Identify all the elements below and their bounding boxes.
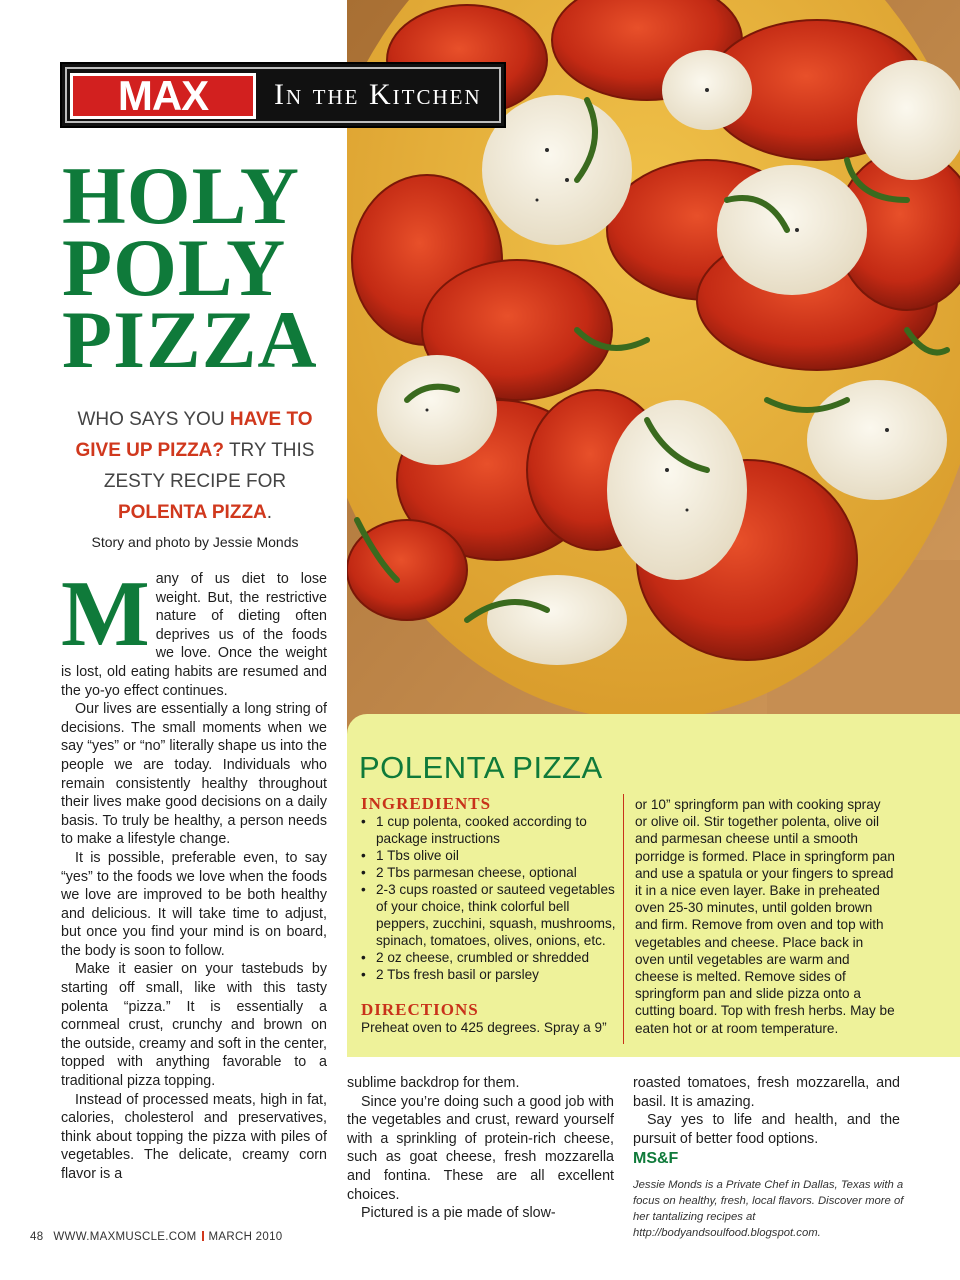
article-paragraph: It is possible, preferable even, to say “yes” to the foods we love when the foods we love are improved to be both healthy and delicious. It will take time to adjust, but once you find your mind is on board, the body is soon to follow. <box>61 849 327 959</box>
article-paragraph: Say yes to life and health, and the pursuit of better food options. <box>633 1112 900 1147</box>
page-footer <box>30 1231 282 1243</box>
article-paragraph: roasted tomatoes, fresh mozzarella, and basil. It is amazing. <box>633 1075 900 1110</box>
deck-highlight: HAVE TO GIVE UP PIZZA? <box>75 409 313 461</box>
byline: Story and photo by Jessie Monds <box>91 534 299 550</box>
deck-text: TRY THIS ZESTY RECIPE FOR <box>103 440 315 492</box>
article-column-2 <box>347 1074 614 1223</box>
recipe-title: POLENTA PIZZA <box>359 750 603 785</box>
signoff-logo: MS&F <box>633 1150 679 1168</box>
directions-text-continued: or 10” springform pan with cooking spray or olive oil. Stir together polenta, olive oil and parmesan cheese until a smooth porridge is formed. Place in springform pan and use a spatula or your fingers to spread it in a nice even layer. Bake in preheated oven 25-30 minutes, until golden brown and firm. Remove from oven and top with vegetables and cheese. Place back in oven until vegetables are warm and cheese is melted. Remove sides of springform pan and slide pizza onto a cutting board. Top with fresh herbs. May be eaten hot or at room temperature. <box>635 797 895 1036</box>
ingredients-list <box>361 813 623 983</box>
deck-highlight: POLENTA PIZZA <box>117 502 267 523</box>
article-column-3 <box>633 1074 900 1169</box>
article-column-1 <box>61 562 327 1184</box>
drop-cap: M <box>61 562 150 666</box>
article-paragraph: Our lives are essentially a long string of decisions. The small moments when we say “yes” or “no” literally shape us into the people we are today. Individuals who remain consistently healthy throughout their lives make good decisions on a daily basis. To truly be healthy, a person needs to make a lifestyle change. <box>61 701 327 848</box>
ingredient-item: • 2 oz cheese, crumbled or shredded <box>361 949 623 966</box>
article-paragraph: Since you’re doing such a good job with the vegetables and crust, reward yourself with a sprinkling of protein-rich cheese, such as goat cheese, fresh mozzarella and fontina. These are all excellent choices. <box>347 1093 614 1203</box>
recipe-box <box>347 714 960 1057</box>
ingredient-item: • 2 Tbs parmesan cheese, optional <box>361 864 623 881</box>
max-logo: MAX <box>70 73 256 119</box>
footer-separator <box>202 1231 204 1241</box>
section-title: In the Kitchen <box>274 78 482 111</box>
headline <box>62 150 342 385</box>
page-number: 48 <box>30 1231 44 1243</box>
article-paragraph: Make it easier on your tastebuds by starting off small, like with this tasty polenta “pizza.” It is essentially a cornmeal crust, crunchy and brown on the outside, creamy and soft in the center, topped with anything favorable to a traditional pizza topping. <box>61 961 327 1090</box>
ingredients-heading: INGREDIENTS <box>361 794 492 813</box>
section-banner <box>60 62 506 128</box>
article-paragraph: Instead of processed meats, high in fat, calories, cholesterol and preservatives, think about topping the pizza with piles of vegetables. The delicate, creamy corn flavor is a <box>61 1091 327 1182</box>
author-bio: Jessie Monds is a Private Chef in Dallas, Texas with a focus on healthy, fresh, local flavors. Discover more of her tantalizing recipes at http://bodyandsoulfood.blogspot.com. <box>633 1179 904 1239</box>
ingredient-item: • 2 Tbs fresh basil or parsley <box>361 966 623 983</box>
headline-line: POLY <box>62 222 287 313</box>
directions-text-start: Preheat oven to 425 degrees. Spray a 9” <box>361 1020 607 1035</box>
ingredient-item: • 1 cup polenta, cooked according to package instructions <box>361 813 623 847</box>
recipe-divider <box>623 794 624 1044</box>
directions-heading: DIRECTIONS <box>361 1000 479 1019</box>
footer-site: WWW.MAXMUSCLE.COM <box>53 1231 197 1243</box>
article-paragraph: sublime backdrop for them. <box>347 1075 520 1091</box>
headline-line: HOLY <box>62 150 300 241</box>
footer-issue: MARCH 2010 <box>208 1231 283 1243</box>
deck-text: . <box>266 502 273 523</box>
article-paragraph: Pictured is a pie made of slow- <box>361 1205 556 1222</box>
headline-line: PIZZA <box>62 294 318 385</box>
deck <box>60 404 330 528</box>
ingredient-item: • 1 Tbs olive oil <box>361 847 623 864</box>
ingredient-item: • 2-3 cups roasted or sauteed vegetables of your choice, think colorful bell peppers, zucchini, squash, mushrooms, spinach, tomatoes, olives, onions, etc. <box>361 881 623 949</box>
article-paragraph: any of us diet to lose weight. But, the restrictive nature of dieting often deprives us of the foods we love. Once the weight is lost, old eating habits are resumed and the yo-yo effect continues. <box>61 571 327 699</box>
deck-text: WHO SAYS YOU <box>77 409 230 430</box>
